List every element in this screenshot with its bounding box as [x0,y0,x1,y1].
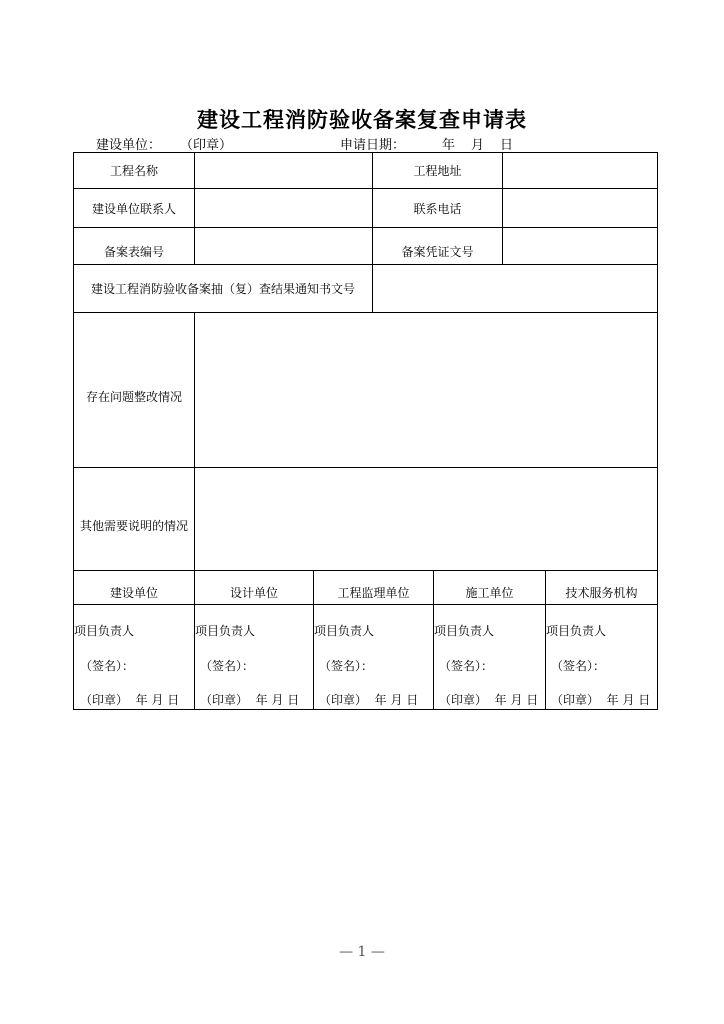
voucher-number-label: 备案凭证文号 [401,244,474,259]
seal-date-label: （印章） 年 月 日 [80,693,180,707]
signature-label: （签名）： [200,659,255,673]
signature-label: （签名）： [439,659,494,673]
contact-person-field[interactable] [195,189,372,227]
project-address-label: 工程地址 [413,164,462,178]
project-name-field[interactable] [195,153,372,188]
leader-label: 项目负责人 [314,624,375,638]
other-notes-label: 其他需要说明的情况 [79,518,188,533]
date-label: 申请日期： [340,138,406,153]
other-notes-field[interactable] [195,468,657,570]
unit-col-supervision: 工程监理单位 [337,586,410,600]
page-number: — 1 — [339,944,385,960]
unit-label: 建设单位： [96,138,162,153]
record-number-label: 备案表编号 [103,244,164,259]
unit-col-construction: 建设单位 [109,586,158,600]
date-month: 月 [471,138,485,153]
project-address-field[interactable] [503,153,657,188]
signature-label: （签名）： [319,659,374,673]
seal-date-label: （印章） 年 月 日 [439,693,539,707]
notice-number-label: 建设工程消防验收备案抽（复）查结果通知书文号 [90,282,355,296]
leader-label: 项目负责人 [195,624,256,638]
contact-person-label: 建设单位联系人 [91,201,176,216]
signature-label: （签名）： [551,659,606,673]
record-number-field[interactable] [195,228,372,264]
form-title: 建设工程消防验收备案复查申请表 [197,108,527,132]
seal-label: （印章） [180,138,233,153]
phone-field[interactable] [503,189,657,227]
unit-col-tech-service: 技术服务机构 [565,586,638,600]
rectification-field[interactable] [195,313,657,467]
seal-date-label: （印章） 年 月 日 [200,693,300,707]
leader-label: 项目负责人 [74,624,135,638]
phone-label: 联系电话 [413,201,462,216]
leader-label: 项目负责人 [434,624,495,638]
unit-col-design: 设计单位 [229,586,278,600]
voucher-number-field[interactable] [503,228,657,264]
notice-number-field[interactable] [373,265,657,312]
seal-date-label: （印章） 年 月 日 [319,693,419,707]
date-year: 年 [442,138,456,153]
leader-label: 项目负责人 [546,624,607,638]
project-name-label: 工程名称 [109,164,158,178]
seal-date-label: （印章） 年 月 日 [551,693,651,707]
rectification-label: 存在问题整改情况 [85,389,182,404]
unit-col-contractor: 施工单位 [465,586,514,600]
date-day: 日 [500,138,514,153]
signature-label: （签名）： [80,659,135,673]
